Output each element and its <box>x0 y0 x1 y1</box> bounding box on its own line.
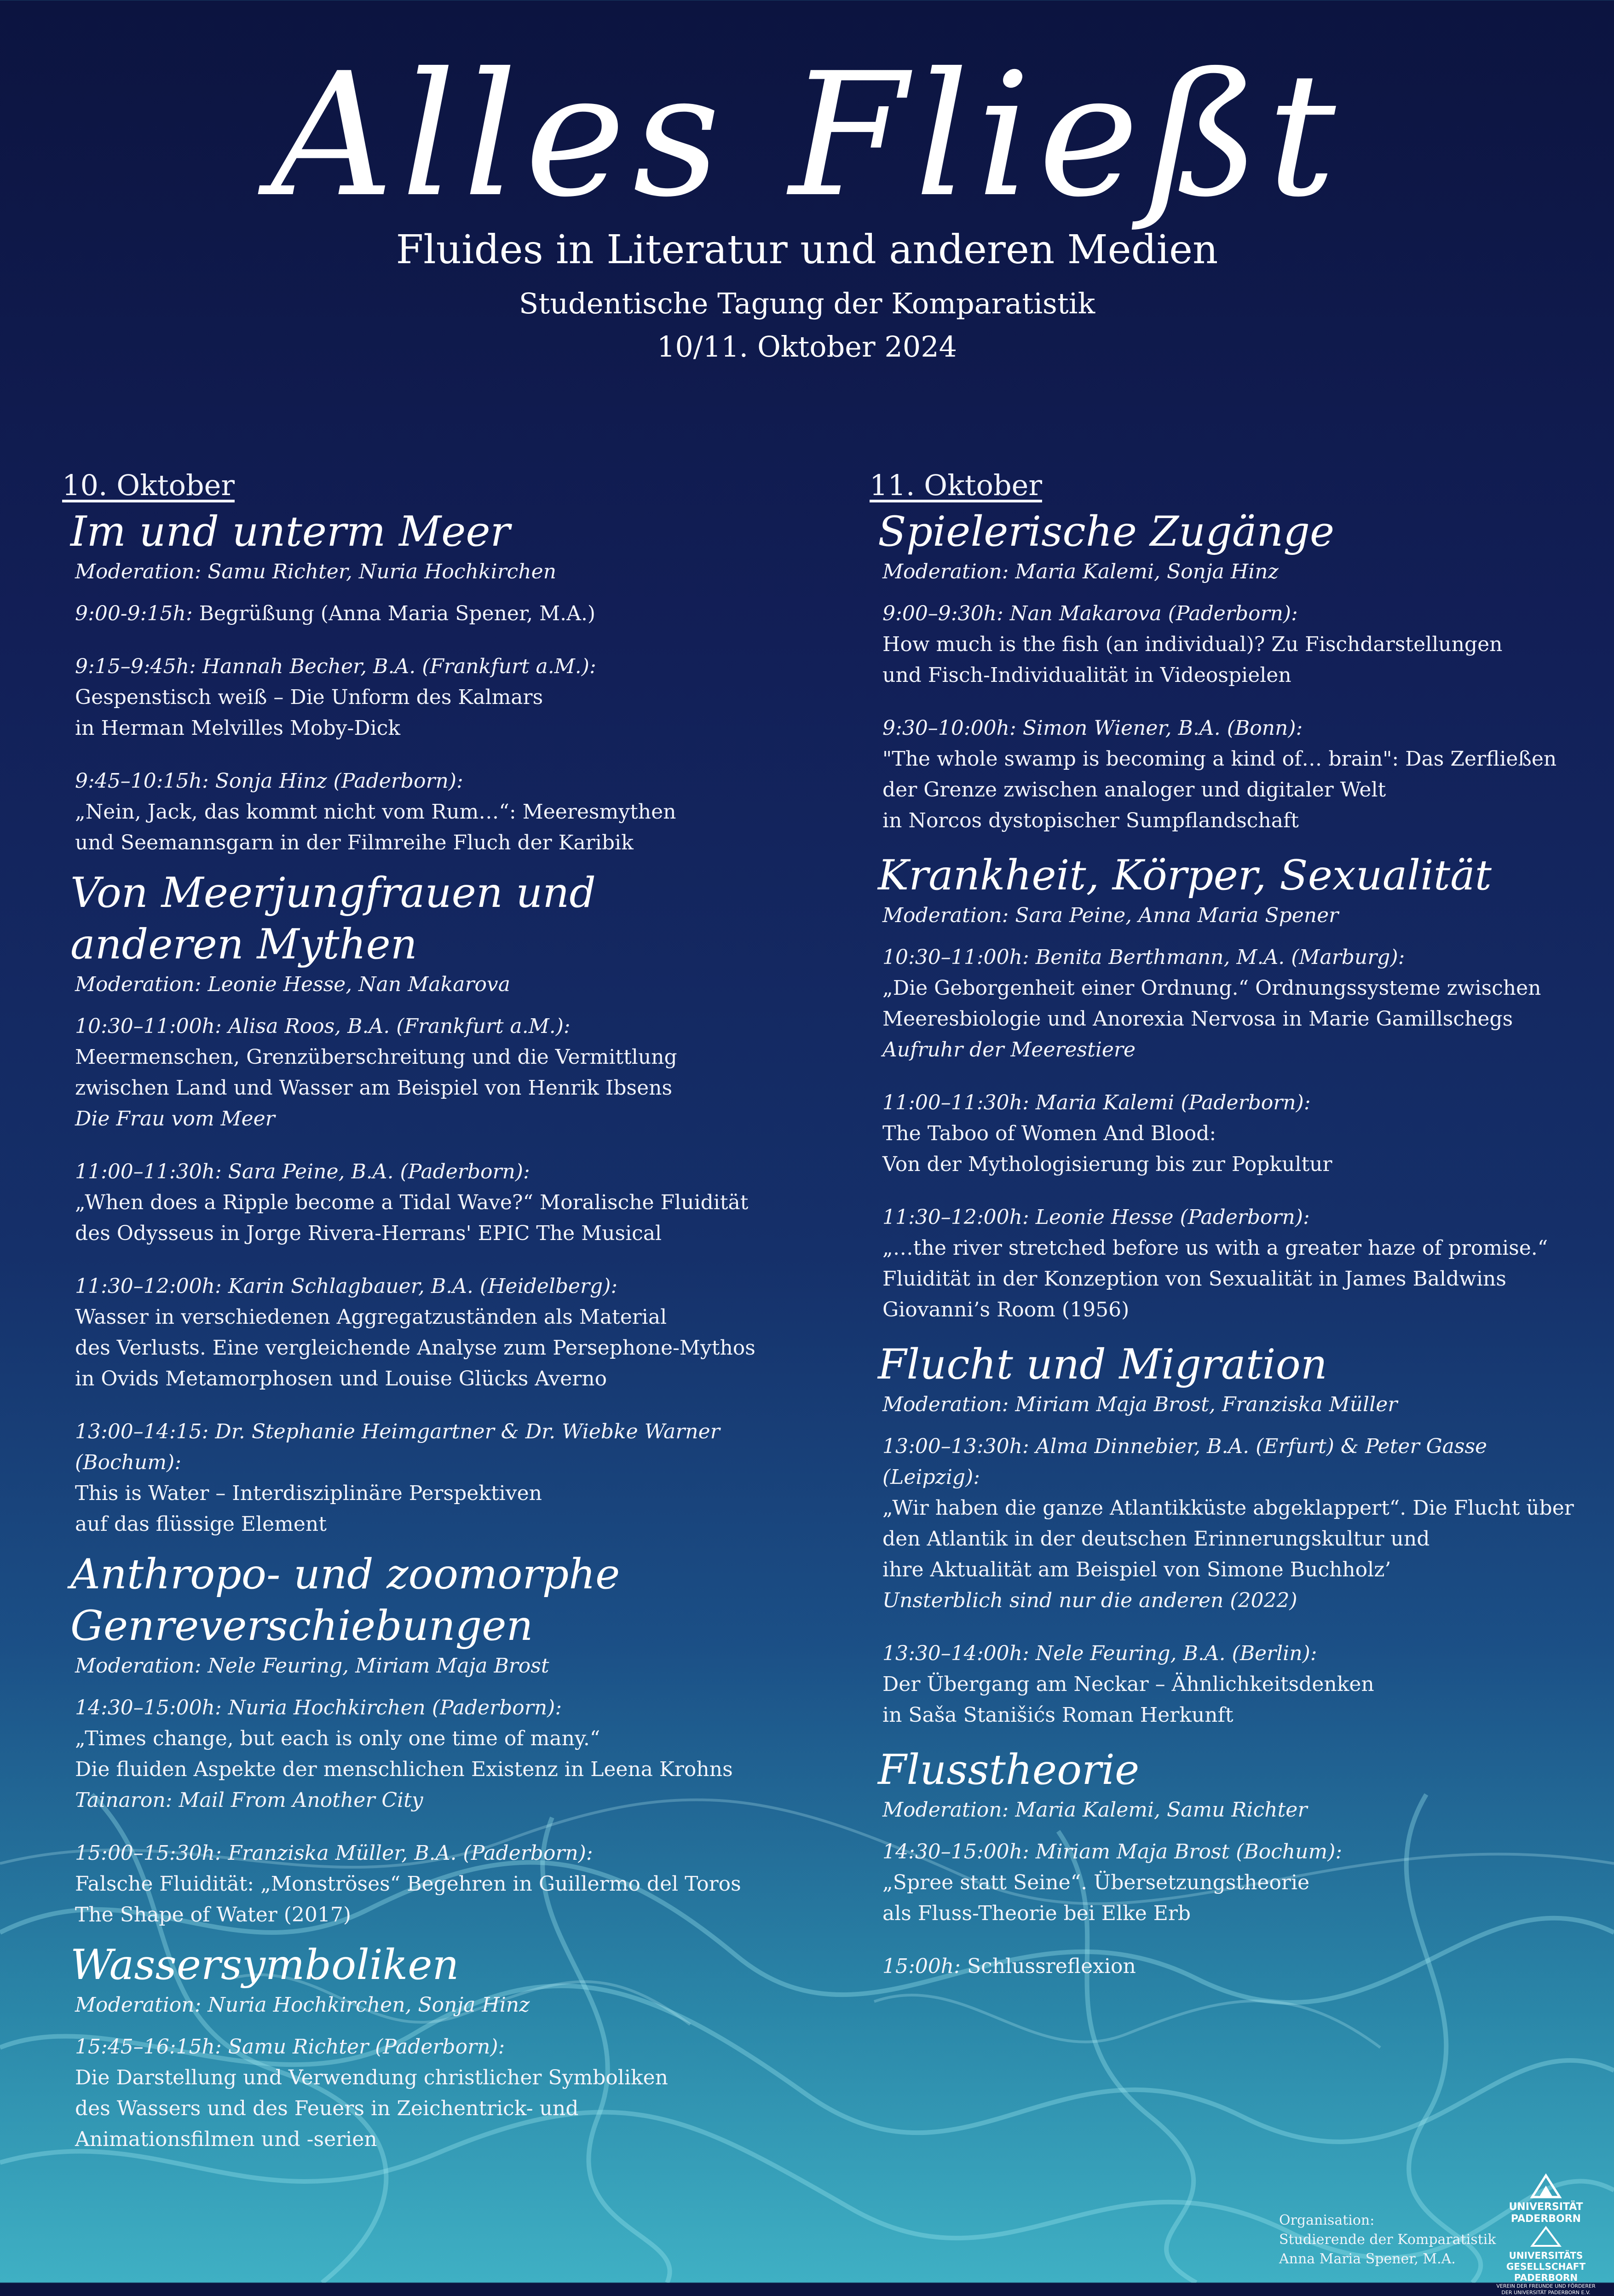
section-title: Flusstheorie <box>878 1746 1140 1794</box>
talk-entry <box>62 2031 826 2155</box>
talk-line: und Seemannsgarn in der Filmreihe Fluch der Karibik <box>75 831 634 854</box>
talk-line: „…the river stretched before us with a greater haze of promise.“ <box>882 1236 1548 1260</box>
talk-entry <box>870 1638 1587 1731</box>
talk-line: zwischen Land und Wasser am Beispiel von Henrik Ibsens <box>75 1076 673 1100</box>
talk-entry <box>870 1836 1587 1929</box>
talk-line: Meermenschen, Grenzüberschreitung und die Vermittlung <box>75 1045 677 1069</box>
talk-time: 15:00–15:30h: Franziska Müller, B.A. (Paderborn): <box>75 1841 593 1865</box>
university-name: UNIVERSITÄT PADERBORN <box>1509 2201 1583 2225</box>
talk-line: Animationsfilmen und -serien <box>75 2128 377 2151</box>
organisation-line: Studierende der Komparatistik <box>1279 2232 1496 2248</box>
talk-line: The Taboo of Women And Blood: <box>882 1122 1216 1145</box>
talk-line: Fluidität in der Konzeption von Sexualität in James Baldwins <box>882 1267 1506 1291</box>
organisation-label: Organisation: <box>1279 2212 1375 2228</box>
talk-entry <box>870 598 1587 691</box>
section-moderation: Moderation: Samu Richter, Nuria Hochkirchen <box>75 560 557 583</box>
talk-line: in Saša Stanišićs Roman Herkunft <box>882 1703 1234 1727</box>
talk-line: des Verlusts. Eine vergleichende Analyse zum Persephone-Mythos <box>75 1336 755 1360</box>
section-title: Flucht und Migration <box>878 1340 1327 1389</box>
talk-line: Die Darstellung und Verwendung christlicher Symboliken <box>75 2066 668 2089</box>
talk-line: Die Frau vom Meer <box>75 1107 275 1131</box>
talk-line: in Ovids Metamorphosen und Louise Glücks Averno <box>75 1367 607 1390</box>
poster-subtitle: Fluides in Literatur und anderen Medien <box>396 227 1218 273</box>
section-moderation: Moderation: Nele Feuring, Miriam Maja Brost <box>75 1654 549 1678</box>
talk-time: 11:30–12:00h: Karin Schlagbauer, B.A. (Heidelberg): <box>75 1275 618 1298</box>
talk-line: Wasser in verschiedenen Aggregatzuständen als Material <box>75 1305 667 1329</box>
talk-time: 9:15–9:45h: Hannah Becher, B.A. (Frankfurt a.M.): <box>75 655 596 678</box>
talk-time: 9:00–9:30h: Nan Makarova (Paderborn): <box>882 602 1298 625</box>
talk-line: in Herman Melvilles Moby-Dick <box>75 716 401 740</box>
talk-time: 9:30–10:00h: Simon Wiener, B.A. (Bonn): <box>882 716 1303 740</box>
talk-time: 11:00–11:30h: Maria Kalemi (Paderborn): <box>882 1091 1311 1114</box>
talk-line: ihre Aktualität am Beispiel von Simone Buchholz’ <box>882 1558 1391 1581</box>
talk-entry <box>62 598 826 629</box>
day2-label: 11. Oktober <box>870 468 1042 502</box>
talk-line: Unsterblich sind nur die anderen (2022) <box>882 1589 1297 1612</box>
talk-line: „Spree statt Seine“. Übersetzungstheorie <box>882 1871 1310 1894</box>
section-moderation: Moderation: Nuria Hochkirchen, Sonja Hinz <box>75 1993 530 2017</box>
day2-column <box>870 465 1587 2004</box>
talk-line: Falsche Fluidität: „Monströses“ Begehren in Guillermo del Toros <box>75 1872 741 1896</box>
section-title: Anthropo- und zoomorphe Genreverschiebungen <box>70 1550 620 1650</box>
talk-line: als Fluss-Theorie bei Elke Erb <box>882 1902 1191 1925</box>
talk-entry <box>870 942 1587 1065</box>
talk-entry <box>870 1951 1587 1982</box>
talk-line: „Die Geborgenheit einer Ordnung.“ Ordnungssysteme zwischen <box>882 976 1541 1000</box>
section-title: Im und unterm Meer <box>70 508 510 556</box>
talk-entry <box>870 1202 1587 1325</box>
talk-line: This is Water – Interdisziplinäre Perspektiven <box>75 1482 542 1505</box>
talk-time: 10:30–11:00h: Benita Berthmann, M.A. (Marburg): <box>882 946 1405 969</box>
talk-line: der Grenze zwischen analoger und digitaler Welt <box>882 778 1386 802</box>
talk-time: 11:00–11:30h: Sara Peine, B.A. (Paderborn): <box>75 1160 530 1183</box>
talk-line: Von der Mythologisierung bis zur Popkultur <box>882 1153 1332 1176</box>
talk-time: 15:00h: <box>882 1955 961 1978</box>
talk-line: in Norcos dystopischer Sumpflandschaft <box>882 809 1299 832</box>
talk-time: 13:00–13:30h: Alma Dinnebier, B.A. (Erfurt) & Peter Gasse (Leipzig): <box>882 1435 1487 1489</box>
talk-line: The Shape of Water (2017) <box>75 1903 352 1927</box>
section-moderation: Moderation: Miriam Maja Brost, Franziska Müller <box>882 1393 1398 1416</box>
talk-line: Begrüßung (Anna Maria Spener, M.A.) <box>199 602 596 625</box>
talk-time: 14:30–15:00h: Nuria Hochkirchen (Paderborn): <box>75 1696 562 1719</box>
talk-entry <box>62 1838 826 1930</box>
talk-entry <box>62 1692 826 1816</box>
talk-time: 15:45–16:15h: Samu Richter (Paderborn): <box>75 2035 505 2059</box>
talk-line: „When does a Ripple become a Tidal Wave?“ Moralische Fluidität <box>75 1191 749 1214</box>
talk-time: 9:45–10:15h: Sonja Hinz (Paderborn): <box>75 769 463 793</box>
talk-line: auf das flüssige Element <box>75 1512 327 1536</box>
talk-time: 9:00-9:15h: <box>75 602 193 625</box>
society-emblem-icon <box>1530 2225 1562 2248</box>
section-title: Von Meerjungfrauen und anderen Mythen <box>70 869 596 969</box>
talk-entry <box>62 651 826 744</box>
talk-time: 11:30–12:00h: Leonie Hesse (Paderborn): <box>882 1206 1310 1229</box>
talk-line: Schlussreflexion <box>967 1955 1136 1978</box>
talk-entry <box>62 1271 826 1394</box>
talk-line: den Atlantik in der deutschen Erinnerungskultur und <box>882 1527 1430 1551</box>
day1-label: 10. Oktober <box>62 468 235 502</box>
conference-name: Studentische Tagung der Komparatistik <box>519 287 1095 320</box>
talk-line: Der Übergang am Neckar – Ähnlichkeitsdenken <box>882 1673 1374 1696</box>
section-moderation: Moderation: Maria Kalemi, Sonja Hinz <box>882 560 1279 583</box>
university-logo <box>1491 2172 1601 2296</box>
organisation-line: Anna Maria Spener, M.A. <box>1279 2251 1456 2267</box>
poster-title: Alles Fließt <box>271 37 1343 235</box>
section-moderation: Moderation: Leonie Hesse, Nan Makarova <box>75 973 511 996</box>
organisation-credit <box>1279 2211 1496 2269</box>
talk-entry <box>870 1431 1587 1616</box>
talk-line: Die fluiden Aspekte der menschlichen Existenz in Leena Krohns <box>75 1758 733 1781</box>
talk-entry <box>62 1011 826 1134</box>
talk-entry <box>870 713 1587 836</box>
talk-entry <box>62 1156 826 1249</box>
talk-line: „Wir haben die ganze Atlantikküste abgeklappert“. Die Flucht über <box>882 1496 1574 1520</box>
section-title: Wassersymboliken <box>70 1941 459 1989</box>
section-moderation: Moderation: Sara Peine, Anna Maria Spener <box>882 904 1339 927</box>
talk-line: Tainaron: Mail From Another City <box>75 1788 423 1812</box>
university-emblem-icon <box>1530 2172 1562 2199</box>
section-moderation: Moderation: Maria Kalemi, Samu Richter <box>882 1798 1308 1822</box>
talk-line: How much is the fish (an individual)? Zu Fischdarstellungen <box>882 633 1503 656</box>
talk-line: Gespenstisch weiß – Die Unform des Kalmars <box>75 686 543 709</box>
talk-time: 14:30–15:00h: Miriam Maja Brost (Bochum): <box>882 1840 1343 1863</box>
talk-line: „Times change, but each is only one time of many.“ <box>75 1727 600 1750</box>
talk-time: 13:30–14:00h: Nele Feuring, B.A. (Berlin): <box>882 1642 1317 1665</box>
talk-line: „Nein, Jack, das kommt nicht vom Rum…“: Meeresmythen <box>75 800 676 824</box>
talk-line: Meeresbiologie und Anorexia Nervosa in Marie Gamillschegs <box>882 1007 1513 1031</box>
talk-line: und Fisch-Individualität in Videospielen <box>882 663 1291 687</box>
talk-line: Aufruhr der Meerestiere <box>882 1038 1136 1061</box>
section-title: Krankheit, Körper, Sexualität <box>878 851 1492 900</box>
society-subline: VEREIN DER FREUNDE UND FÖRDERER DER UNIVERSITÄT PADERBORN E.V. <box>1496 2283 1596 2296</box>
talk-line: des Wassers und des Feuers in Zeichentrick- und <box>75 2097 579 2120</box>
section-title: Spielerische Zugänge <box>878 508 1335 556</box>
talk-line: des Odysseus in Jorge Rivera-Herrans' EPIC The Musical <box>75 1222 662 1245</box>
society-name: UNIVERSITÄTS GESELLSCHAFT PADERBORN <box>1506 2250 1586 2283</box>
talk-entry <box>870 1087 1587 1180</box>
talk-time: 13:00–14:15: Dr. Stephanie Heimgartner & Dr. Wiebke Warner (Bochum): <box>75 1420 720 1474</box>
talk-entry <box>62 1416 826 1540</box>
talk-line: Giovanni’s Room (1956) <box>882 1298 1130 1321</box>
conference-date: 10/11. Oktober 2024 <box>657 330 957 363</box>
day1-column <box>62 465 826 2177</box>
talk-time: 10:30–11:00h: Alisa Roos, B.A. (Frankfurt a.M.): <box>75 1015 571 1038</box>
talk-line: "The whole swamp is becoming a kind of… brain": Das Zerfließen <box>882 747 1557 771</box>
talk-entry <box>62 766 826 858</box>
